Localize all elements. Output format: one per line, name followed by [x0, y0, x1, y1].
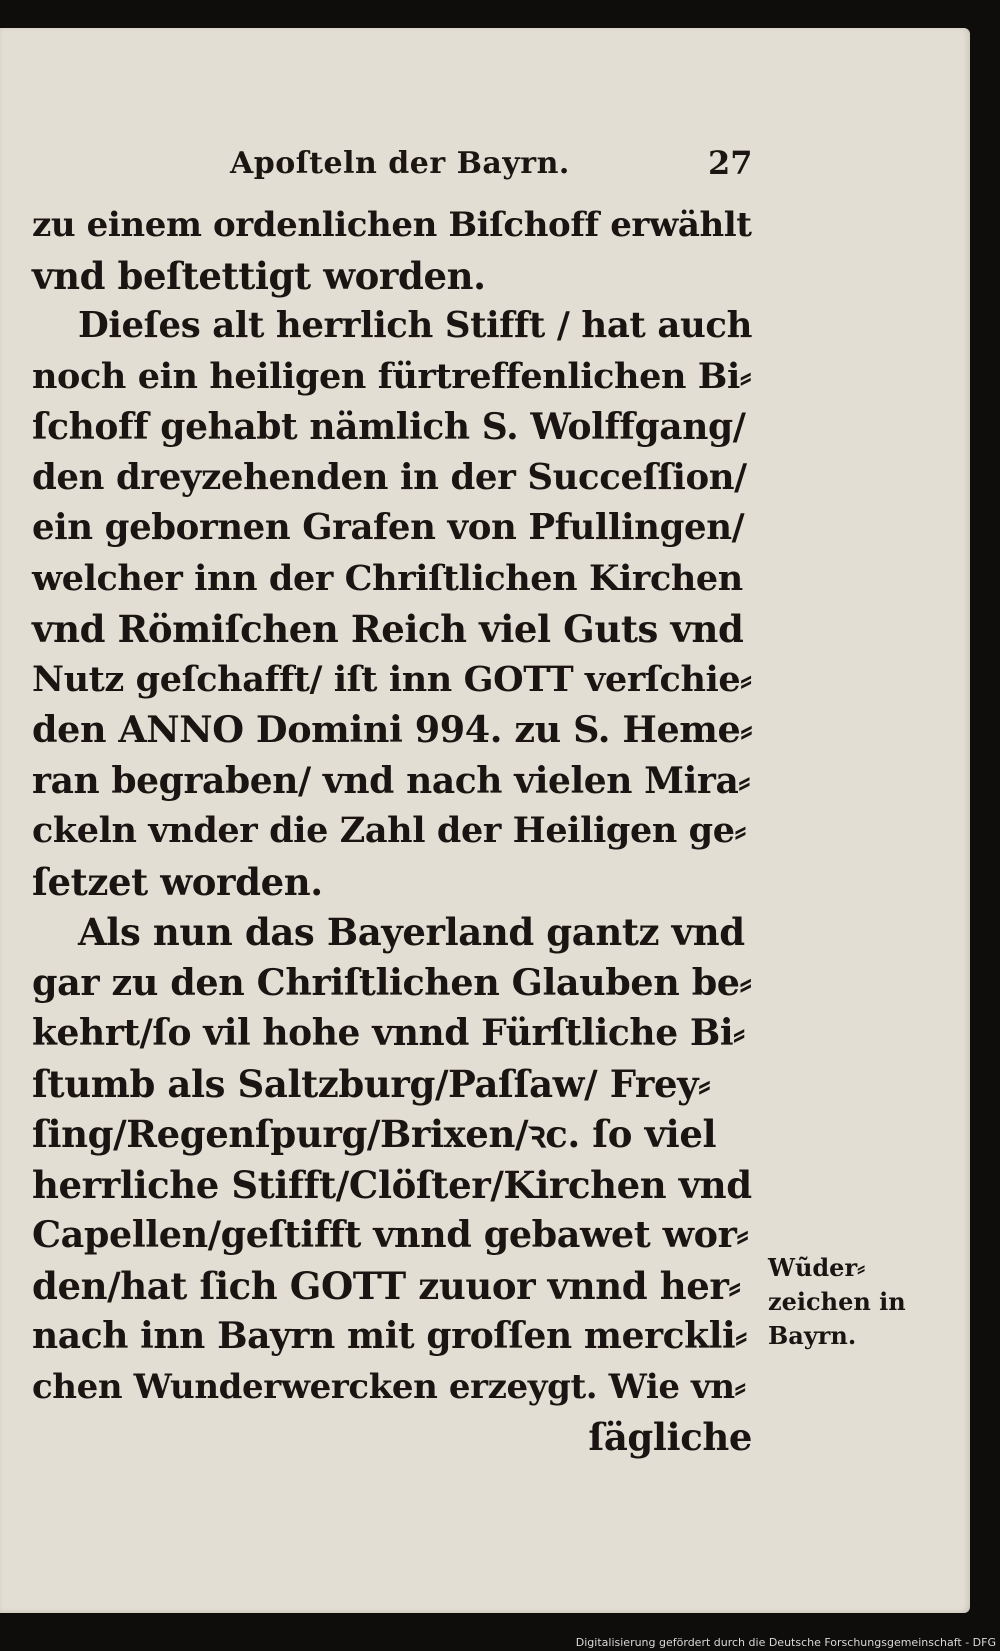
text-line: den/hat ſich GOTT zuuor vnnd her⸗	[32, 1263, 741, 1308]
text-line: den ANNO Domini 994. zu S. Heme⸗	[32, 708, 753, 751]
marginal-note-line: Bayrn.	[768, 1321, 857, 1350]
text-line: ſchoff gehabt nämlich S. Wolffgang/	[32, 406, 746, 448]
text-line: den dreyzehenden in der Succeſſion/	[32, 456, 747, 498]
text-line: ſing/Regenſpurg/Brixen/ꝛc. ſo viel	[32, 1112, 717, 1156]
text-line: Nutz geſchafft/ iſt inn GOTT verſchie⸗	[32, 658, 752, 700]
text-line: vnd beſtettigt worden.	[32, 253, 486, 298]
text-line: Capellen/geſtifft vnnd gebawet wor⸗	[32, 1213, 749, 1256]
text-line: ckeln vnder die Zahl der Heiligen ge⸗	[32, 810, 746, 851]
text-line: gar zu den Chriſtlichen Glauben be⸗	[32, 960, 752, 1004]
catchword: ſägliche	[588, 1415, 752, 1459]
text-line: nach inn Bayrn mit groſſen merckli⸗	[32, 1315, 747, 1357]
text-line: herrliche Stifft/Clöſter/Kirchen vnd	[32, 1162, 752, 1207]
text-line: ſtumb als Saltzburg/Paſſaw/ Frey⸗	[32, 1061, 711, 1106]
paragraph-start-line: Dieſes alt herrlich Stifft / hat auch	[78, 305, 753, 346]
text-line: zu einem ordenlichen Biſchoff erwählt	[32, 205, 752, 245]
marginal-note	[768, 1251, 918, 1353]
body-text	[32, 200, 752, 1463]
digitization-credit: Digitalisierung gefördert durch die Deutsche Forschungsgemeinschaft - DFG	[575, 1636, 996, 1649]
running-head: Apoſteln der Bayrn.	[230, 146, 570, 181]
marginal-note-line: Wũder⸗	[768, 1253, 866, 1282]
paragraph-start-line: Als nun das Bayerland gantz vnd	[78, 910, 745, 954]
text-line: chen Wunderwercken erzeygt. Wie vn⸗	[32, 1366, 746, 1407]
text-line: ein gebornen Grafen von Pfullingen/	[32, 507, 745, 548]
text-line: ran begraben/ vnd nach vielen Mira⸗	[32, 759, 750, 802]
text-line: vnd Römiſchen Reich viel Guts vnd	[32, 607, 744, 651]
page-number: 27	[708, 144, 753, 182]
text-line: welcher inn der Chriſtlichen Kirchen	[32, 557, 743, 599]
marginal-note-line: zeichen in	[768, 1287, 906, 1316]
text-line: ſetzet worden.	[32, 859, 323, 904]
book-page	[0, 28, 970, 1613]
text-line: kehrt/ſo vil hohe vnnd Fürſtliche Bi⸗	[32, 1012, 745, 1054]
text-line: noch ein heiligen fürtreffenlichen Bi⸗	[32, 355, 752, 397]
